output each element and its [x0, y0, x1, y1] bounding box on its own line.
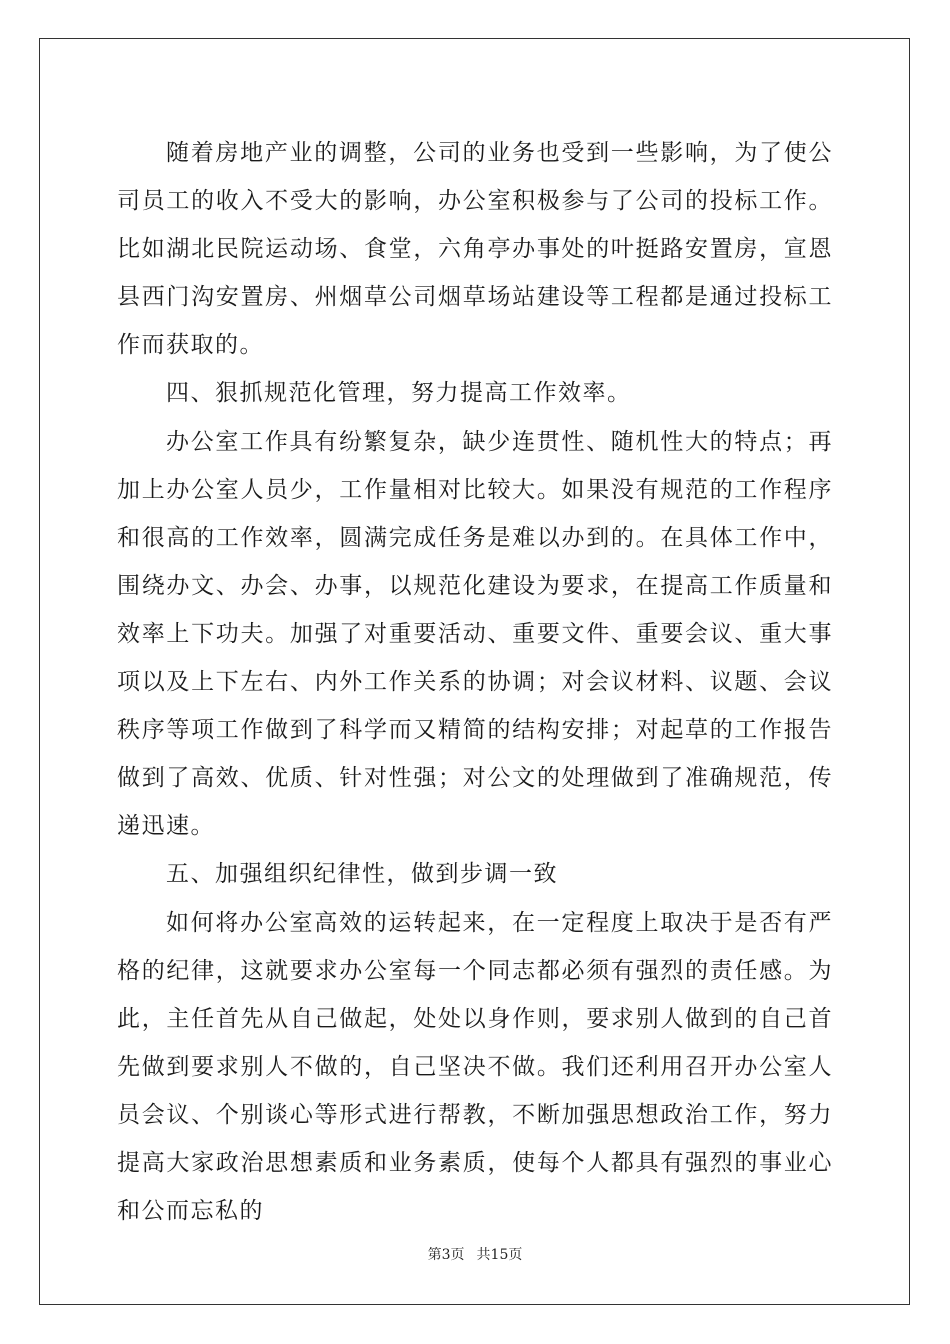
heading-standardized-management: 四、狠抓规范化管理，努力提高工作效率。 [166, 380, 632, 407]
current-page-label: 第3页 [427, 1247, 465, 1263]
page-footer [0, 1246, 950, 1264]
document-body [117, 129, 833, 1235]
paragraph-bidding-work: 随着房地产业的调整，公司的业务也受到一些影响，为了使公司员工的收入不受大的影响，办公室积极参与了公司的投标工作。比如湖北民院运动场、食堂，六角亭办事处的叶挺路安置房，宣恩县西门沟安置房、州烟草公司烟草场站建设等工程都是通过投标工作而获取的。 [117, 140, 833, 359]
paragraph-office-work: 办公室工作具有纷繁复杂，缺少连贯性、随机性大的特点；再加上办公室人员少，工作量相对比较大。如果没有规范的工作程序和很高的工作效率，圆满完成任务是难以办到的。在具体工作中，围绕办文、办会、办事，以规范化建设为要求，在提高工作质量和效率上下功夫。加强了对重要活动、重要文件、重要会议、重大事项以及上下左右、内外工作关系的协调；对会议材料、议题、会议秩序等项工作做到了科学而又精简的结构安排；对起草的工作报告做到了高效、优质、针对性强；对公文的处理做到了准确规范，传递迅速。 [117, 428, 833, 840]
paragraph-discipline: 如何将办公室高效的运转起来，在一定程度上取决于是否有严格的纪律，这就要求办公室每一个同志都必须有强烈的责任感。为此，主任首先从自己做起，处处以身作则，要求别人做到的自己首先做到要求别人不做的，自己坚决不做。我们还利用召开办公室人员会议、个别谈心等形式进行帮教，不断加强思想政治工作，努力提高大家政治思想素质和业务素质，使每个人都具有强烈的事业心和公而忘私的 [117, 909, 833, 1225]
total-pages-label: 共15页 [476, 1247, 523, 1263]
heading-organizational-discipline: 五、加强组织纪律性，做到步调一致 [166, 861, 558, 888]
